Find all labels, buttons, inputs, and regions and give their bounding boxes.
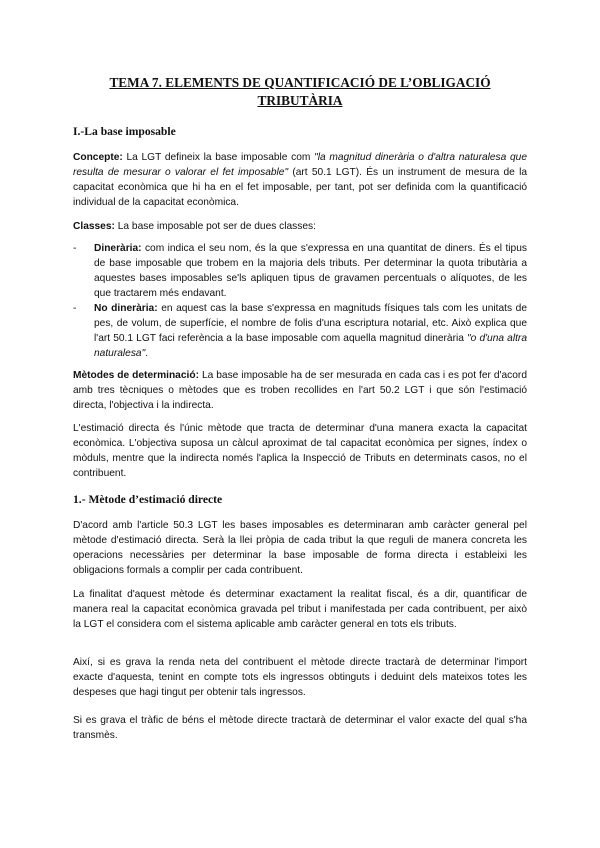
no-dineraria-text: en aquest cas la base s'expressa en magnituds físiques tals com les unitats de pes, de volum, de superfície, el nombre de folis d'una escriptura notarial, etc. Això explica que l'art 50.1 LGT faci referència a la base imposable com aquella magnitud dinerària [94,303,527,344]
bullet-text-no-dineraria [94,301,527,361]
concepte-text-before: La LGT defineix la base imposable com [122,152,315,163]
no-dineraria-label: No dinerària: [94,303,158,314]
dineraria-label: Dinerària: [94,243,142,254]
no-dineraria-text-end: . [145,348,149,359]
title-line-1: TEMA 7. ELEMENTS DE QUANTIFICACIÓ DE L’OBLIGACIÓ [109,75,491,90]
concepte-label: Concepte: [73,152,123,163]
no-dineraria-quote: "o d'una altra naturalesa" [94,333,527,359]
classes-text: La base imposable pot ser de dues classes: [114,221,316,232]
paragraph-renda-neta: Així, si es grava la renda neta del contribuent el mètode directe tractarà de determinar l'import exacte d'aquesta, tenint en compte tots els ingressos obtinguts i deduint dels mateixos totes les despeses que hagi tingut per obtenir tals ingressos. [73,657,527,698]
bullet-dash: - [73,243,77,254]
section-heading-metode-directe: 1.- Mètode d’estimació directe [73,493,223,506]
paragraph-trafic-bens: Si es grava el tràfic de béns el mètode directe tractarà de determinar el valor exacte del qual s'ha transmès. [73,715,527,741]
metodes-label: Mètodes de determinació: [73,370,199,381]
bullet-text-dineraria [94,241,527,301]
classes-label: Classes: [73,221,115,232]
title-line-2: TRIBUTÀRIA [257,93,343,108]
paragraph-classes [73,219,527,234]
concepte-text-after: (art 50.1 LGT). És un instrument de mesura de la capacitat econòmica que hi ha en el fet imposable, per tant, pot ser definida com la quantificació individual de la capacitat econòmica. [73,167,528,208]
paragraph-article-50-3: D'acord amb l'article 50.3 LGT les bases imposables es determinaran amb caràcter general pel mètode d'estimació directa. Serà la llei pròpia de cada tribut la que reguli de manera concreta les operacions necessàries per determinar la base imposable de forma directa i estableixi les obligacions formals a complir per cada contribuent. [73,520,527,576]
paragraph-estimacio: L'estimació directa és l'únic mètode que tracta de determinar d'una manera exacta la capacitat econòmica. L'objectiva suposa un càlcul aproximat de tal capacitat econòmica per signes, índex o mòduls, mentre que la indirecta només l'aplica la Inspecció de Tributs en determinats casos, no el contribuent. [73,423,527,479]
concepte-quote: "la magnitud dinerària o d'altra naturalesa que resulta de mesurar o valorar el fet imposable" [73,152,528,178]
section-heading-base-imposable: I.-La base imposable [73,125,176,138]
list-item-dineraria [73,241,527,301]
metodes-text: La base imposable ha de ser mesurada en cada cas i es pot fer d'acord amb tres tècniques o mètodes que es troben recollides en l'art 50.2 LGT i que són l'estimació directa, l'objectiva i la indirecta. [73,370,527,411]
bullet-dash: - [73,303,77,314]
paragraph-finalitat: La finalitat d'aquest mètode és determinar exactament la realitat fiscal, és a dir, quantificar de manera real la capacitat econòmica gravada pel tribut i manifestada per cada contribuent, per això la LGT el considera com el sistema aplicable amb caràcter general en tots els tributs. [73,589,527,630]
list-item-no-dineraria [73,301,527,361]
dineraria-text: com indica el seu nom, és la que s'expressa en una quantitat de diners. És el tipus de base imposable que trobem en la majoria dels tributs. Per determinar la quota tributària a aquestes bases imposables se'ls apliquen tipus de gravamen percentuals o alíquotes, de les que tractarem més endavant. [94,243,527,299]
paragraph-concepte [73,150,527,210]
document-title [73,74,527,110]
paragraph-metodes [73,368,527,413]
